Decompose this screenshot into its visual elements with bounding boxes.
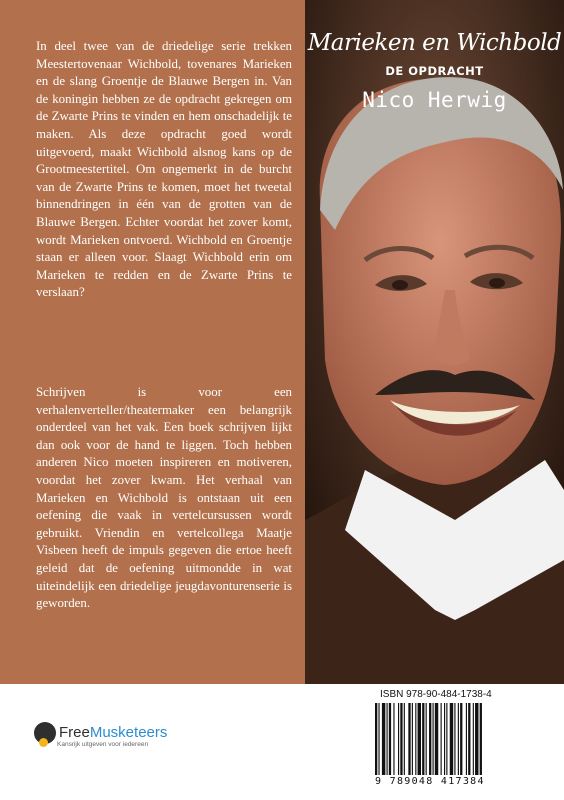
book-title: Marieken en Wichbold bbox=[307, 30, 562, 56]
barcode bbox=[375, 703, 525, 775]
back-cover-panel bbox=[0, 0, 305, 684]
publisher-tagline: Kansrijk uitgeven voor iedereen bbox=[57, 741, 149, 748]
publisher-logo-icon bbox=[34, 722, 56, 744]
publisher-name-musketeers: Musketeers bbox=[89, 724, 168, 741]
book-author: Nico Herwig bbox=[362, 88, 507, 112]
cover-title-block bbox=[305, 30, 564, 112]
blurb-paragraph-story: In deel twee van de driedelige serie trekken Meestertovenaar Wichbold, tovenares Marieken en de slang Groentje de Blauwe Bergen in. Van de koningin hebben ze de opdracht gekregen om de Zwarte Prins te vinden en hem onschadelijk te maken. Als deze opdracht goed wordt uitgevoerd, maakt Wichbold alsnog kans op de Grootmeestertitel. Om ongemerkt in de burcht van de Zwarte Prins te komen, moet het tweetal binnendringen in één van de grotten van de Blauwe Bergen. Echter voordat het zover komt, wordt Marieken ontvoerd. Wichbold en Groentje staan er alleen voor. Slaagt Wichbold erin om Marieken te redden en de Zwarte Prins te verslaan? bbox=[36, 39, 292, 300]
publisher-name-free: Free bbox=[59, 724, 90, 741]
blurb-paragraph-author: Schrijven is voor een verhalenverteller/theatermaker een belangrijk onderdeel van het vak. Een boek schrijven lijkt dan ook voor de hand te liggen. Toch hebben anderen Nico moeten inspireren en motiveren, voordat het zover kwam. Het verhaal van Marieken en Wichbold is ontstaan uit een oefening die vaak in vertelcursussen wordt gebruikt. Vriendin en vertelcollega Maatje Visbeen heeft de impuls gegeven die ertoe heeft geleid dat de oefening uitmondde in wat uiteindelijk een driedelige jeugdavonturenserie is geworden. bbox=[36, 385, 292, 611]
book-subtitle: DE OPDRACHT bbox=[385, 64, 484, 78]
barcode-digits: 9 789048 417384 bbox=[375, 776, 485, 787]
isbn-label: ISBN 978-90-484-1738-4 bbox=[380, 689, 492, 700]
publisher-name bbox=[59, 725, 167, 741]
